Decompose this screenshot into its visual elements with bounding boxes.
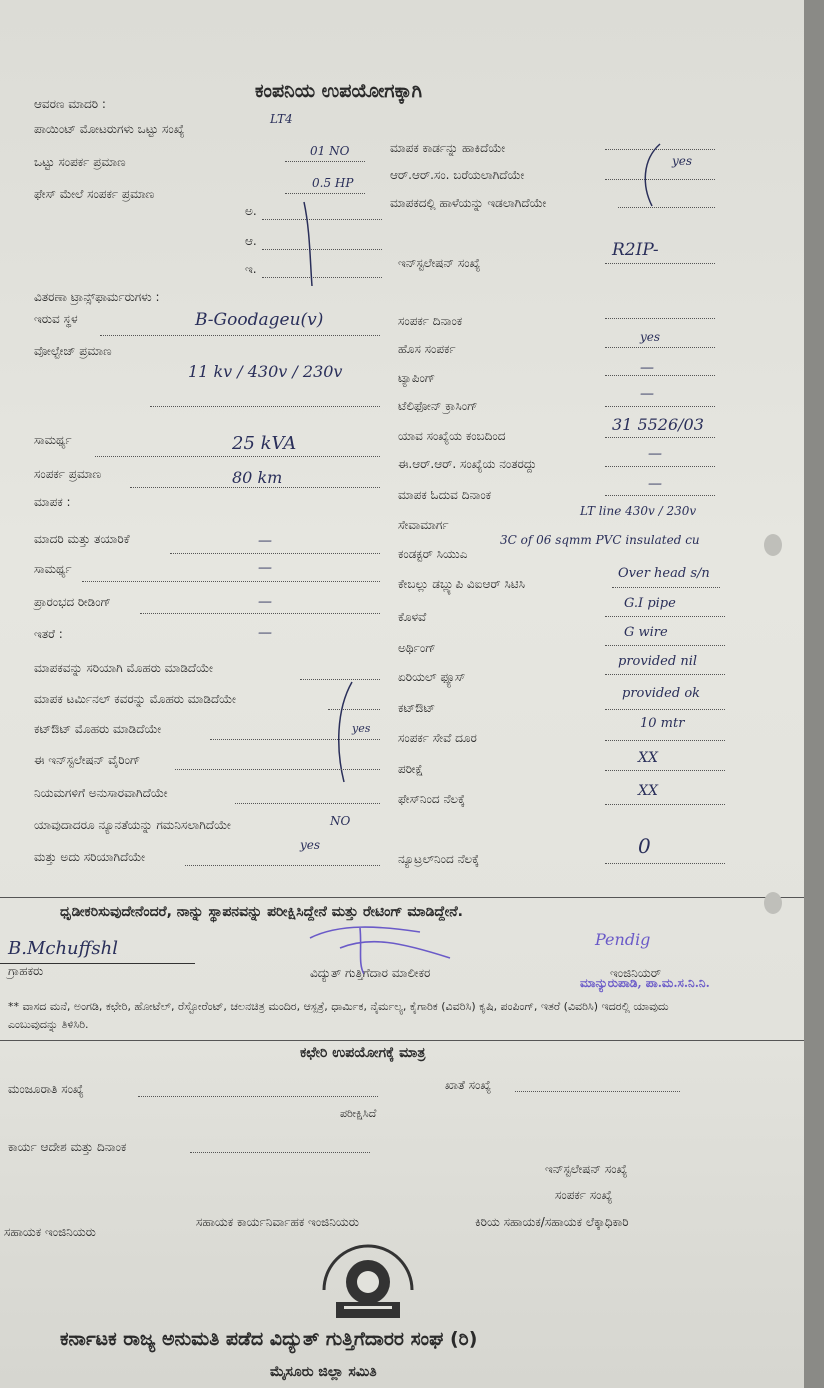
aee-label: ಸಹಾಯಕ ಕಾರ್ಯನಿರ್ವಾಹಕ ಇಂಜಿನಿಯರು <box>196 1215 359 1229</box>
cutout2-label: ಕಟ್‌ಔಟ್ <box>398 701 436 715</box>
divider-top <box>0 897 804 898</box>
initial-reading-value: — <box>258 594 272 610</box>
defects-label: ಯಾವುದಾದರೂ ನ್ಯೂನತೆಯನ್ನು ಗಮನಿಸಲಾಗಿದೆಯೇ <box>34 818 231 832</box>
err-value: — <box>648 446 662 462</box>
declaration: ಧೃಡೀಕರಿಸುವುದೇನೆಂದರೆ, ನಾನ್ನು ಸ್ಥಾಪನವನ್ನು ಪರೀಕ್ಷಿಸಿದ್ದೇನೆ ಮತ್ತು ರೇಟಿಂಗ್ ಮಾಡಿದ್ದೇನೆ. <box>60 904 463 920</box>
fuse-label: ಏರಿಯಲ್ ಫ್ಯೂಸ್ <box>398 670 466 684</box>
capacity-value: 25 kVA <box>232 433 297 454</box>
total-connection-label: ಒಟ್ಟು ಸಂಪರ್ಕ ಪ್ರಮಾಣ <box>34 155 126 169</box>
account-label: ಖಾತೆ ಸಂಖ್ಯೆ <box>445 1078 492 1092</box>
cable-value: Over head s/n <box>618 566 710 581</box>
tapping-label: ಟ್ಯಾಪಿಂಗ್ <box>398 371 436 385</box>
service-dist-value: 10 mtr <box>640 716 685 731</box>
cutout2-value: provided ok <box>622 686 701 701</box>
telephone-label: ಟೆಲಿಫೋನ್ ಕ್ರಾಸಿಂಗ್ <box>398 399 478 413</box>
association-logo <box>318 1236 418 1326</box>
phase-row-a: ಅ. <box>245 204 257 218</box>
correct-label: ಮತ್ತು ಅದು ಸರಿಯಾಗಿದೆಯೇ <box>34 850 146 864</box>
initial-reading-label: ಪ್ರಾರಂಭದ ರೀಡಿಂಗ್ <box>34 595 111 609</box>
phase-row-c: ಇ. <box>245 262 257 276</box>
defects-value: NO <box>330 814 351 828</box>
earthing-label: ಅರ್ಥಿಂಗ್ <box>398 641 436 655</box>
capacity-label: ಸಾಮರ್ಥ್ಯ <box>34 433 72 447</box>
point-motors-value: 01 NO <box>310 144 350 158</box>
ae-label: ಸಹಾಯಕ ಇಂಜಿನಿಯರು <box>4 1225 96 1239</box>
installation-label: ಇನ್‌ಸ್ಟಲೇಷನ್ ಸಂಖ್ಯೆ <box>398 256 481 270</box>
district-name: ಮೈಸೂರು ಜಿಲ್ಲಾ ಸಮಿತಿ <box>270 1364 377 1380</box>
brace-mark-right <box>630 140 670 210</box>
correct-value: yes <box>300 838 321 852</box>
association-name: ಕರ್ನಾಟಕ ರಾಜ್ಯ ಅನುಮತಿ ಪಡೆದ ವಿದ್ಯುತ್ ಗುತ್ತಿಗೆದಾರರ ಸಂಘ (ರಿ) <box>60 1328 478 1350</box>
pole-value: 31 5526/03 <box>612 415 704 434</box>
meter-capacity-label: ಸಾಮರ್ಥ್ಯ <box>34 562 72 576</box>
cover-label: ಆವರಣ ಮಾದರಿ : <box>34 97 106 111</box>
connection-no-label: ಸಂಪರ್ಕ ಸಂಖ್ಯೆ <box>555 1188 613 1202</box>
phase-label: ಫೇಸ್ ಮೇಲೆ ಸಂಪರ್ಕ ಪ್ರಮಾಣ <box>34 187 155 201</box>
footnote: ** ವಾಸದ ಮನೆ, ಅಂಗಡಿ, ಕಛೇರಿ, ಹೋಟೆಲ್, ರೆಸ್ಟೋರೆಂಟ್, ಚಲನಚಿತ್ರ ಮಂದಿರ, ಆಸ್ಪತ್ರೆ, ಧಾರ್ಮಿಕ, ನೈರ್ಮಲ್ಯ, ಕೈಗಾರಿಕ (ವಿವರಿಸಿ) ಕೃಷಿ, ಪಂಪಿಂಗ್, ಇತರೆ (ವಿವರಿಸಿ) ಇದರಲ್ಲಿ ಯಾವುದು ಎಂಬುವುದನ್ನು ತಿಳಿಸಿರಿ. <box>8 1000 669 1031</box>
form-title: ಕಂಪನಿಯ ಉಪಯೋಗಕ್ಕಾಗಿ <box>255 80 423 102</box>
sealed-label: ಮಾಪಕವನ್ನು ಸರಿಯಾಗಿ ಮೊಹರು ಮಾಡಿದೆಯೇ <box>34 661 213 675</box>
connect-date-label: ಸಂಪರ್ಕ ದಿನಾಂಕ <box>398 314 463 328</box>
title-mark: LT4 <box>270 112 293 126</box>
others-value: — <box>258 625 272 641</box>
new-connect-value: yes <box>640 330 661 344</box>
phase-earth-label: ಫೇಸ್‌ನಿಂದ ನೆಲಕ್ಕೆ <box>398 792 466 806</box>
accounts-label: ಕಿರಿಯ ಸಹಾಯಕ/ಸಹಾಯಕ ಲೆಕ್ಕಾಧಿಕಾರಿ <box>475 1215 629 1229</box>
new-connect-label: ಹೊಸ ಸಂಪರ್ಕ <box>398 342 456 356</box>
point-motors-label: ಪಾಯಿಂಟ್ ಮೋಟರುಗಳು ಒಟ್ಟು ಸಂಖ್ಯೆ <box>34 122 185 136</box>
rr-value: yes <box>672 154 693 168</box>
neutral-earth-label: ನ್ಯೂಟ್ರಲ್‌ನಿಂದ ನೆಲಕ್ಕೆ <box>398 852 480 866</box>
telephone-value: — <box>640 386 654 402</box>
engineer-signature: Pendig <box>595 930 651 949</box>
pole2-value: G.I pipe <box>624 596 676 611</box>
meter-placed-label: ಮಾಪಕದಲ್ಲಿ ಹಾಳೆಯನ್ನು ಇಡಲಾಗಿದೆಯೇ <box>390 196 547 210</box>
connect-qty-value: 80 km <box>232 468 283 487</box>
service-dist-label: ಸಂಪರ್ಕ ಸೇವೆ ದೂರ <box>398 731 477 745</box>
test-value: XX <box>638 750 658 766</box>
punch-hole <box>764 534 782 556</box>
engineer-label: ಇಂಜಿನಿಯರ್ <box>610 966 661 980</box>
meter-card-label: ಮಾಪಕ ಕಾರ್ಡನ್ನು ಹಾಕಿದೆಯೇ <box>390 141 506 155</box>
conductor-value: 3C of 06 sqmm PVC insulated cu <box>500 533 700 547</box>
phase-earth-value: XX <box>638 783 658 799</box>
bracket-mark <box>296 200 326 290</box>
model-value: — <box>258 533 272 549</box>
location-value: B-Goodageu(v) <box>195 310 324 330</box>
contractor-label: ವಿದ್ಯುತ್ ಗುತ್ತಿಗೆದಾರ ಮಾಲೀಕರ <box>310 966 431 980</box>
others-label: ಇತರೆ : <box>34 627 63 641</box>
office-heading: ಕಛೇರಿ ಉಪಯೋಗಕ್ಕೆ ಮಾತ್ರ <box>300 1045 426 1061</box>
meter-capacity-value: — <box>258 560 272 576</box>
pole2-label: ಕೊಳವೆ <box>398 610 427 624</box>
service-value: LT line 430v / 230v <box>580 504 697 518</box>
divider-office <box>0 1040 804 1041</box>
cutout-value: yes <box>352 722 371 735</box>
reading-date-label: ಮಾಪಕ ಓದುವ ದಿನಾಂಕ <box>398 488 492 502</box>
voltage-label: ವೋಲ್ಟೇಜ್ ಪ್ರಮಾಣ <box>34 344 112 358</box>
customer-label: ಗ್ರಾಹಕರು <box>8 964 44 978</box>
phase-row-b: ಆ. <box>245 234 257 248</box>
err-label: ಈ.ಆರ್.ಆರ್. ಸಂಖ್ಯೆಯ ನಂತರದ್ದು <box>398 457 537 471</box>
wiring-label: ಈ ಇನ್‌ಸ್ಟಲೇಷನ್ ವೈರಿಂಗ್ <box>34 753 141 767</box>
rules-label: ನಿಯಮಗಳಿಗೆ ಅನುಸಾರವಾಗಿದೆಯೇ <box>34 786 168 800</box>
engineer-stamp: ಮಾನ್ಯುರುಪಾಡಿ, ಪಾ.ಮ.ಸ.ನಿ.ನಿ. <box>580 976 710 990</box>
meter-label: ಮಾಪಕ : <box>34 495 71 509</box>
location-label: ಇರುವ ಸ್ಥಳ <box>34 312 78 326</box>
fuse-value: provided nil <box>618 654 698 669</box>
tapping-value: — <box>640 360 654 376</box>
checked-label: ಪರೀಕ್ಷಿಸಿದೆ <box>340 1107 377 1120</box>
earthing-value: G wire <box>624 625 668 640</box>
reading-date-value: — <box>648 476 662 492</box>
rr-label: ಆರ್.ಆರ್.ಸಂ. ಬರೆಯಲಾಗಿದೆಯೇ <box>390 168 525 182</box>
customer-signature: B.Mchuffshl <box>8 938 118 959</box>
punch-hole <box>764 892 782 914</box>
total-connection-value: 0.5 HP <box>312 176 354 190</box>
terminal-label: ಮಾಪಕ ಟರ್ಮಿನಲ್ ಕವರನ್ನು ಮೊಹರು ಮಾಡಿದೆಯೇ <box>34 692 236 706</box>
pole-label: ಯಾವ ಸಂಖ್ಯೆಯ ಕಂಬದಿಂದ <box>398 429 506 443</box>
installation-no-label: ಇನ್‌ಸ್ಟಲೇಷನ್ ಸಂಖ್ಯೆ <box>545 1162 628 1176</box>
work-order-label: ಕಾರ್ಯ ಆದೇಶ ಮತ್ತು ದಿನಾಂಕ <box>8 1140 127 1154</box>
installation-value: R2IP- <box>612 240 659 260</box>
sanction-label: ಮಂಜೂರಾತಿ ಸಂಖ್ಯೆ <box>8 1082 84 1096</box>
connect-qty-label: ಸಂಪರ್ಕ ಪ್ರಮಾಣ <box>34 467 102 481</box>
conductor-label: ಕಂಡಕ್ಟರ್ ಸಿಯುಎ <box>398 547 468 561</box>
test-label: ಪರೀಕ್ಷೆ <box>398 762 424 776</box>
voltage-value: 11 kv / 430v / 230v <box>188 362 343 381</box>
service-label: ಸೇವಾಮಾರ್ಗ <box>398 518 449 532</box>
cable-label: ಕೇಬಲ್ಲು ಡಬ್ಲ್ಯುಪಿ ವಿಐಆರ್ ಸಿಟಿಸಿ <box>398 577 525 591</box>
model-label: ಮಾದರಿ ಮತ್ತು ತಯಾರಿಕೆ <box>34 532 130 546</box>
transformers-label: ವಿತರಣಾ ಟ್ರಾನ್ಸ್‌ಫಾರ್ಮರುಗಳು : <box>34 290 160 304</box>
cutout-label: ಕಟ್‌ಔಟ್ ಮೊಹರು ಮಾಡಿದೆಯೇ <box>34 722 162 736</box>
neutral-earth-value: 0 <box>638 834 651 858</box>
